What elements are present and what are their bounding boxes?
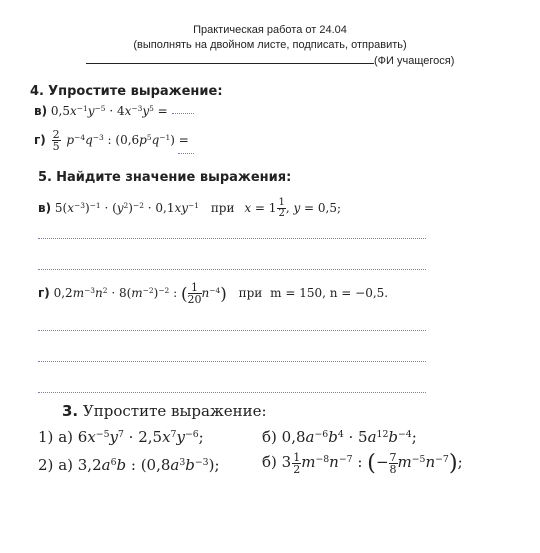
task-3-title: Упростите выражение: <box>82 402 267 420</box>
task-5-number: 5. <box>38 170 52 185</box>
answer-line <box>38 361 426 362</box>
item-label: а) <box>58 456 73 474</box>
fraction: $\frac{2}{5}$ <box>52 128 60 153</box>
item-label: в) <box>38 201 52 215</box>
answer-line <box>38 269 426 270</box>
task-3-row-1 <box>38 428 204 446</box>
task-3-row-2b <box>262 450 463 476</box>
task-4-item-g <box>34 129 189 152</box>
task-3-row-1b <box>262 428 417 446</box>
row-number: 2) <box>38 456 54 474</box>
answer-blank <box>178 153 194 154</box>
task-5-title: Найдите значение выражения: <box>56 170 292 185</box>
row-number: 1) <box>38 428 54 446</box>
item-label: г) <box>34 133 46 147</box>
task-3-1a-expression: $6x^{-5}y^7 \cdot 2,5x^7y^{-6}$; <box>77 428 204 446</box>
task-5v-values: x = 1 $\frac{1}{2}$ , y = 0,5; <box>244 197 342 219</box>
task-3-number: 3. <box>62 402 79 420</box>
task-5v-expression: $5(x^{-3})^{-1} \cdot (y^2)^{-2} \cdot 0,1xy^{-1}$ <box>54 200 199 215</box>
item-label: а) <box>58 428 73 446</box>
answer-line <box>38 392 426 393</box>
task-3-2a-expression: $3,2a^6b$ : $(0,8a^3b^{-3})$; <box>77 456 220 474</box>
task-4g-expression: $p^{-4}q^{-3}$ : $(0,6p^5q^{-1})$ = <box>66 132 189 147</box>
task-4v-expression: $0,5x^{-1}y^{-5} \cdot 4x^{-3}y^5$ = <box>50 103 168 118</box>
task-3-1b-expression: $0,8a^{-6}b^4 \cdot 5a^{12}b^{-4}$; <box>281 428 417 446</box>
task-4-number: 4. <box>30 84 44 99</box>
item-label: в) <box>34 104 48 118</box>
task-4-heading <box>30 84 223 99</box>
task-5-item-g <box>38 282 388 305</box>
task-4-title: Упростите выражение: <box>48 84 223 99</box>
student-name-line <box>86 54 454 67</box>
when-word: при <box>210 201 235 215</box>
task-3-2b-expression: 3 $\frac{1}{2}$ $m^{-8}n^{-7}$ : (− $\frac{7}{8}$ $m^{-5}n^{-7}$); <box>281 450 463 476</box>
task-3-row-2 <box>38 456 220 474</box>
task-5g-values: m = 150, n = −0,5. <box>270 286 389 300</box>
answer-line <box>38 330 426 331</box>
answer-blank <box>172 113 194 114</box>
item-label: г) <box>38 286 50 300</box>
task-5g-expression: $0,2m^{-3}n^2 \cdot 8(m^{-2})^{-2}$ : ( $\frac{1}{20}$ $n^{-4}$) <box>53 281 227 306</box>
item-label: б) <box>262 428 277 446</box>
task-4-item-v <box>34 104 168 118</box>
worksheet-title: Практическая работа от 24.04 <box>193 24 347 36</box>
when-word: при <box>238 286 263 300</box>
student-name-label: (ФИ учащегося) <box>374 55 455 67</box>
task-5-item-v <box>38 198 341 219</box>
worksheet-instructions: (выполнять на двойном листе, подписать, отправить) <box>133 39 407 51</box>
item-label: б) <box>262 453 277 471</box>
task-3-heading <box>62 402 267 420</box>
task-5-heading <box>38 170 291 185</box>
answer-line <box>38 238 426 239</box>
signature-underline <box>86 54 374 64</box>
